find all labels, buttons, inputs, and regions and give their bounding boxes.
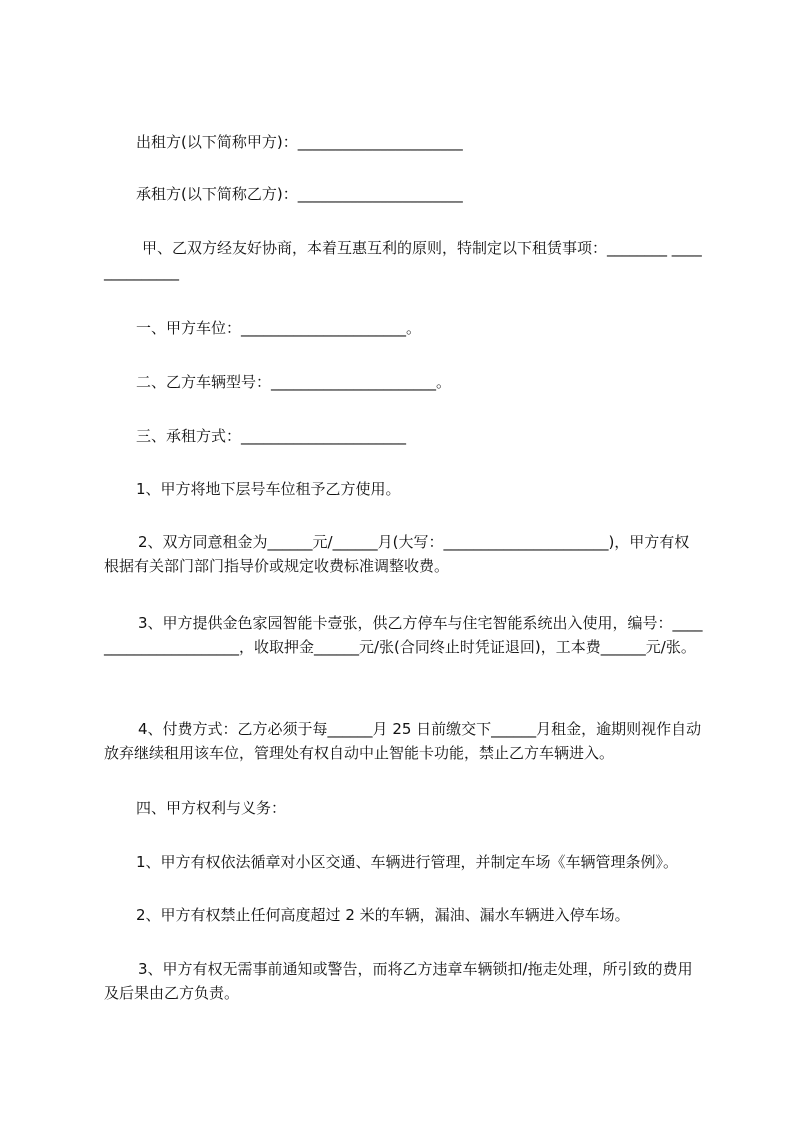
lessee-line: 承租方(以下简称乙方)：______________________: [136, 185, 463, 203]
clause-4-2: 2、甲方有权禁止任何高度超过 2 米的车辆，漏油、漏水车辆进入停车场。: [136, 906, 630, 924]
section-3-rental-method: 三、承租方式：______________________: [136, 427, 407, 445]
clause-3-2: 2、双方同意租金为______元/______月(大写：______________________)，甲方有权根据有关部门部门指导价或规定收费标准调整收费。: [104, 533, 690, 575]
clause-4-1: 1、甲方有权依法循章对小区交通、车辆进行管理，并制定车场《车辆管理条例》。: [136, 853, 679, 871]
section-1-parking-space: 一、甲方车位：______________________。: [136, 319, 422, 337]
clause-3-3: 3、甲方提供金色家园智能卡壹张，供乙方停车与住宅智能系统出入使用，编号：______________________，收取押金______元/张(合同终止时凭证退回)，工本费______元/张。: [104, 614, 703, 656]
clause-4-3: 3、甲方有权无需事前通知或警告，而将乙方违章车辆锁扣/拖走处理，所引致的费用及后果由乙方负责。: [104, 960, 693, 1002]
section-4-heading: 四、甲方权利与义务：: [136, 799, 287, 817]
clause-3-4: 4、付费方式：乙方必须于每______月 25 日前缴交下______月租金，逾期则视作自动放弃继续租用该车位，管理处有权自动中止智能卡功能，禁止乙方车辆进入。: [104, 720, 702, 762]
lessor-line: 出租方(以下简称甲方)：______________________: [136, 133, 463, 151]
preamble-paragraph: 甲、乙双方经友好协商，本着互惠互利的原则，特制定以下租赁事项：________ ______________: [104, 239, 702, 281]
section-2-vehicle-model: 二、乙方车辆型号：______________________。: [136, 373, 452, 391]
clause-3-1: 1、甲方将地下层号车位租予乙方使用。: [136, 480, 401, 498]
